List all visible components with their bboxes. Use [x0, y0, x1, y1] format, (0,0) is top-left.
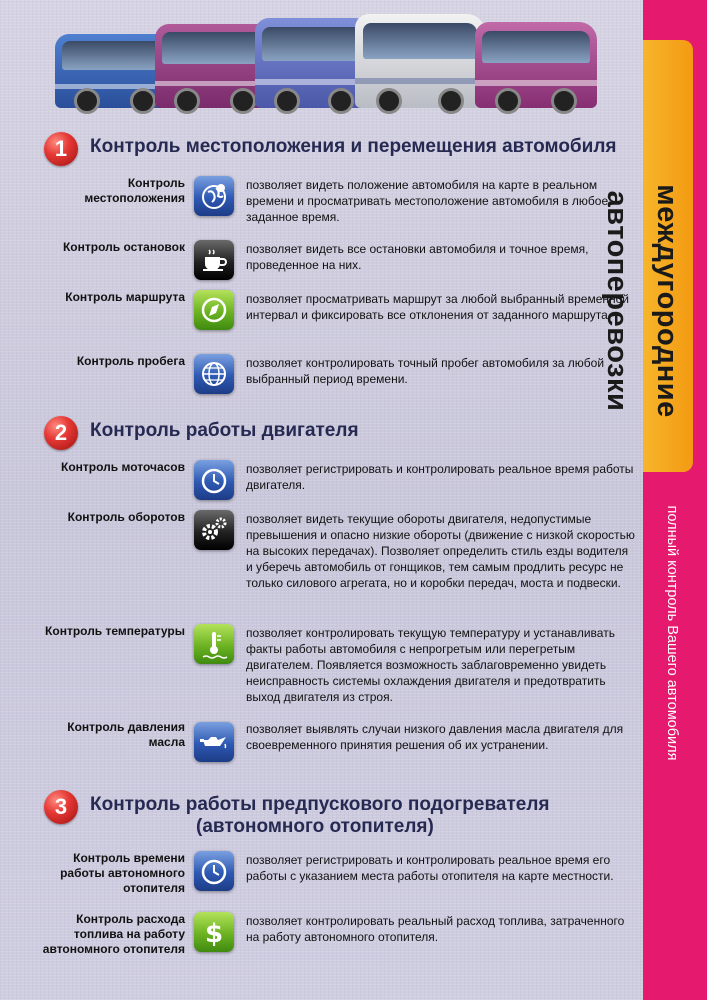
sidebar-title-tab: [601, 40, 693, 472]
clock-icon: [194, 851, 234, 891]
feature-description: позволяет контролировать реальный расход топлива, затраченного на работу автономного отопителя.: [246, 914, 625, 944]
bus-image: [355, 14, 485, 108]
gears-icon: [194, 510, 234, 550]
feature-label: Контроль давления масла: [67, 720, 185, 749]
feature-label: Контроль моточасов: [61, 460, 185, 474]
dollar-icon: [194, 912, 234, 952]
feature-description: позволяет контролировать точный пробег автомобиля за любой выбранный период времени.: [246, 356, 605, 386]
section-3-heading: [44, 790, 550, 838]
feature-label: Контроль температуры: [45, 624, 185, 638]
globe-grid-icon: [194, 354, 234, 394]
clock-icon: [194, 460, 234, 500]
feature-label: Контроль остановок: [62, 240, 185, 254]
section-title-line: (автономного отопителя): [196, 816, 434, 837]
feature-label: Контроль оборотов: [67, 510, 185, 524]
feature-description: позволяет видеть текущие обороты двигателя, недопустимые превышения и опасно низкие обороты (движение с низкой скоростью на высоких передачах). Позволяет определить стиль езды водителя и уберечь автомобиль от гонщиков, тем самым продлить ресурс не только силового агрегата, но и коробки передач, моста и подвески.: [246, 512, 635, 590]
section-1-heading: [44, 132, 617, 166]
sidebar-title: междугородние автоперевозки: [601, 184, 683, 418]
feature-label: Контроль местоположения: [84, 176, 185, 205]
section-2-heading: [44, 416, 359, 450]
section-number-badge: 2: [44, 416, 78, 450]
feature-label: Контроль пробега: [76, 354, 185, 368]
feature-description: позволяет видеть все остановки автомобиля и точное время, проведенное на них.: [246, 242, 589, 272]
globe-location-icon: [194, 176, 234, 216]
section-title: Контроль работы двигателя: [90, 420, 359, 441]
sidebar-band: [601, 0, 707, 1000]
section-title: [90, 790, 550, 838]
section-title-line: Контроль работы предпускового подогревателя: [90, 794, 550, 815]
coffee-cup-icon: [194, 240, 234, 280]
section-title: Контроль местоположения и перемещения автомобиля: [90, 136, 617, 157]
section-number-badge: 1: [44, 132, 78, 166]
feature-label: Контроль расхода топлива на работу автономного отопителя: [42, 912, 185, 956]
feature-description: позволяет регистрировать и контролировать реальное время работы двигателя.: [246, 462, 634, 492]
feature-description: позволяет выявлять случаи низкого давления масла двигателя для своевременного принятия решения об их устранении.: [246, 722, 624, 752]
feature-description: позволяет видеть положение автомобиля на карте в реальном времени и просматривать местоположение автомобиля в любое заданное время.: [246, 178, 609, 224]
feature-description: позволяет регистрировать и контролировать реальное время его работы с указанием места работы отопителя на карте местности.: [246, 853, 614, 883]
compass-icon: [194, 290, 234, 330]
sidebar-subtitle: полный контроль Вашего автомобиля: [664, 505, 680, 761]
section-number-badge: 3: [44, 790, 78, 824]
thermometer-icon: [194, 624, 234, 664]
feature-description: позволяет контролировать текущую температуру и устанавливать факты работы автомобиля с непрогретым или перегретым двигателем. Появляется возможность заблаговременно увидеть неисправность системы охлаждения двигателя и предотвратить выход двигателя из строя.: [246, 626, 615, 704]
buses-banner-image: [55, 10, 640, 108]
feature-label: Контроль маршрута: [65, 290, 185, 304]
oil-can-icon: [194, 722, 234, 762]
feature-label: Контроль времени работы автономного отопителя: [60, 851, 185, 895]
bus-image: [475, 22, 597, 108]
svg-text:$: $: [204, 919, 224, 949]
feature-description: позволяет просматривать маршрут за любой выбранный временной интервал и фиксировать все отклонения от заданного маршрута.: [246, 292, 630, 322]
